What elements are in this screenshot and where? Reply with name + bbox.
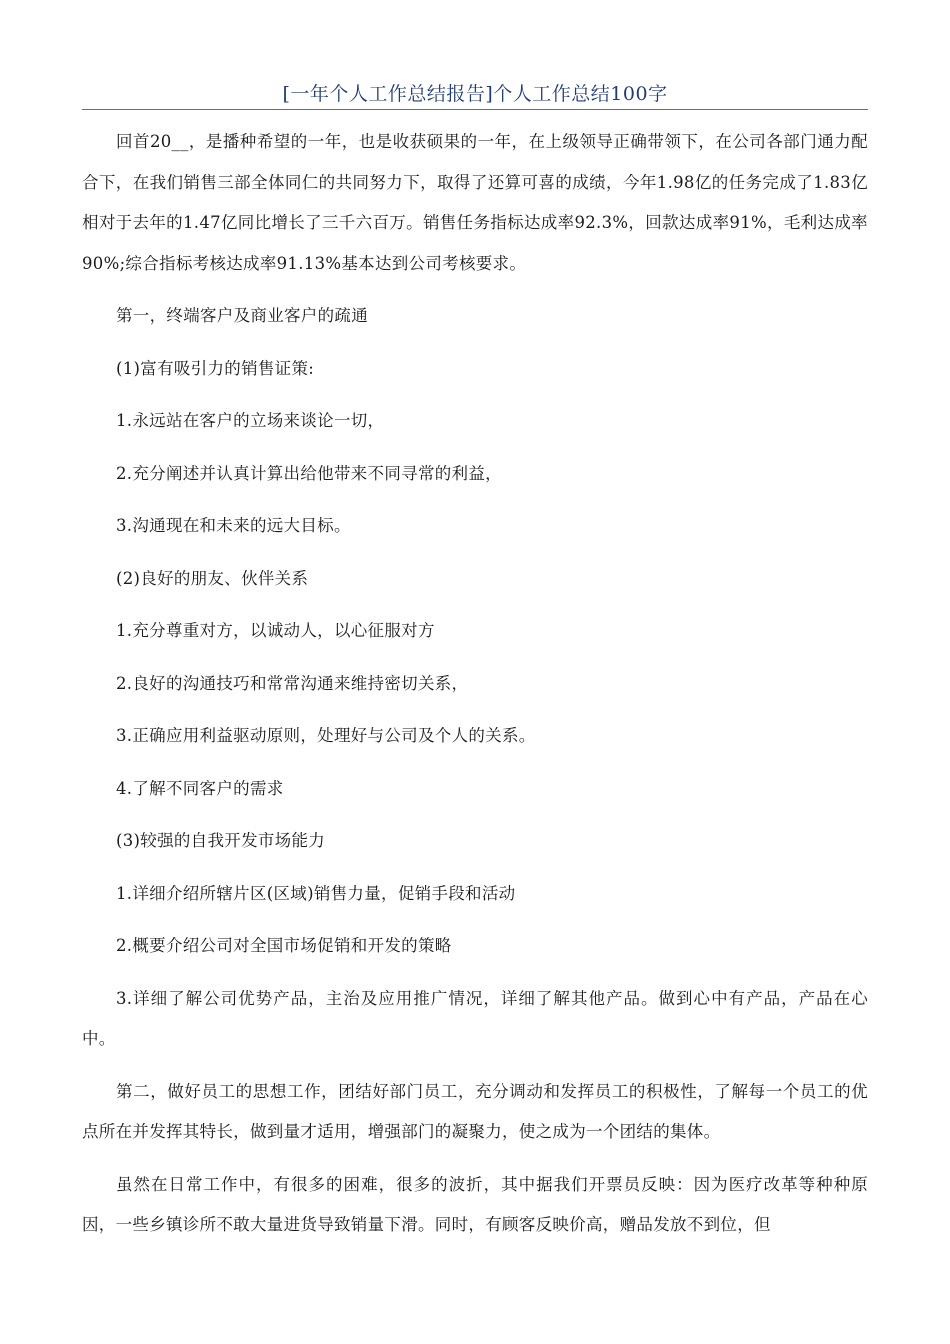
list-item: 1.充分尊重对方，以诚动人，以心征服对方 [116, 621, 435, 640]
section-paragraph-2: 第二，做好员工的思想工作，团结好部门员工，充分调动和发挥员工的积极性，了解每一个员工的优点所在并发挥其特长，做到量才适用，增强部门的凝聚力，使之成为一个团结的集体。 [82, 1081, 868, 1141]
section-heading-1: 第一，终端客户及商业客户的疏通 [116, 306, 368, 325]
list-item: 4.了解不同客户的需求 [116, 778, 284, 798]
list-item: 2.充分阐述并认真计算出给他带来不同寻常的利益， [116, 463, 502, 483]
paragraph-summary: 回首20__，是播种希望的一年，也是收获硕果的一年，在上级领导正确带领下，在公司各部门通力配合下，在我们销售三部全体同仁的共同努力下，取得了还算可喜的成绩，今年1.98亿的任务完成了1.83亿相对于去年的1.47亿同比增长了三千六百万。销售任务指标达成率92.3%，回款达成率91%，毛利达成率90%;综合指标考核达成率91.13%基本达到公司考核要求。 [82, 132, 868, 273]
list-item: 3.沟通现在和未来的远大目标。 [116, 516, 351, 535]
list-item: 1.永远站在客户的立场来谈论一切， [116, 411, 385, 430]
list-item: 3.正确应用利益驱动原则，处理好与公司及个人的关系。 [116, 726, 536, 745]
document-body [82, 122, 868, 1258]
list-item: 3.详细了解公司优势产品，主治及应用推广情况，详细了解其他产品。做到心中有产品，产品在心中。 [82, 988, 868, 1048]
list-item: 1.详细介绍所辖片区(区域)销售力量，促销手段和活动 [116, 883, 516, 903]
list-item: 2.概要介绍公司对全国市场促销和开发的策略 [116, 936, 452, 955]
subsection-heading: (1)富有吸引力的销售证策: [116, 358, 315, 378]
document-title: [一年个人工作总结报告]个人工作总结100字 [282, 83, 668, 105]
subsection-heading: (2)良好的朋友、伙伴关系 [116, 568, 309, 588]
subsection-heading: (3)较强的自我开发市场能力 [116, 831, 326, 850]
list-item: 2.良好的沟通技巧和常常沟通来维持密切关系， [116, 673, 469, 693]
title-divider [82, 109, 868, 110]
paragraph-difficulties: 虽然在日常工作中，有很多的困难，很多的波折，其中据我们开票员反映：因为医疗改革等种种原因，一些乡镇诊所不敢大量进货导致销量下滑。同时，有顾客反映价高，赠品发放不到位，但 [82, 1174, 868, 1234]
